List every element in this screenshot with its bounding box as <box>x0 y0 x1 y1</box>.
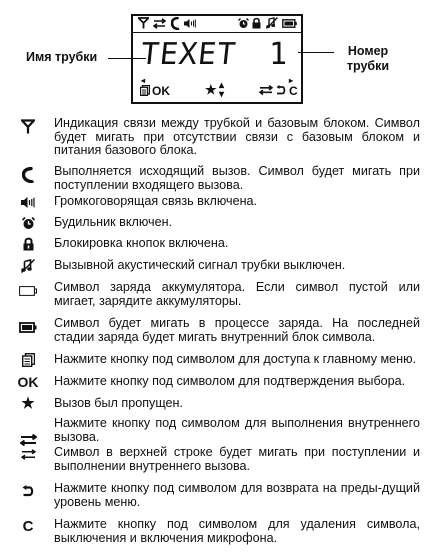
up-down-arrows-icon: ▴ ▾ <box>219 80 225 100</box>
speaker-icon <box>14 197 42 208</box>
legend-text: Нажмите кнопку под символом для удаления символа, выключения и включения микрофона. <box>54 517 420 545</box>
left-arrow-icon: ◂ <box>141 76 146 85</box>
handset-number-callout-line <box>298 52 334 53</box>
legend-text: Нажмите кнопку под символом для возврата на преды-дущий уровень меню. <box>54 481 420 509</box>
legend-text: Будильник включен. <box>54 215 173 229</box>
legend-text: Символ будет мигать в процессе заряда. На последней стадии заряда будет мигать внутренний блок символа. <box>54 316 420 344</box>
handset-display-diagram <box>131 14 303 104</box>
handset-number-text: 1 <box>268 37 287 72</box>
lock-icon <box>252 17 261 29</box>
legend-text: Нажмите кнопку под символом для выполнения внутреннего вызова. <box>54 416 420 444</box>
legend-text: Символ заряда аккумулятора. Если символ пустой или мигает, зарядите аккумуляторы. <box>54 280 420 308</box>
alarm-clock-icon <box>238 18 249 29</box>
legend-text: Блокировка кнопок включена. <box>54 236 229 250</box>
handset-name-callout-line <box>108 58 146 59</box>
intercom-icon <box>14 434 42 446</box>
star-icon: ★ <box>205 82 217 97</box>
intercom-small-icon <box>14 449 42 460</box>
menu-icon <box>140 85 150 96</box>
battery-full-icon <box>14 322 42 333</box>
alarm-clock-icon <box>14 217 42 230</box>
legend-text: Громкоговорящая связь включена. <box>54 194 258 208</box>
intercom-icon <box>259 85 273 95</box>
handset-icon <box>14 167 42 183</box>
antenna-icon <box>138 17 149 29</box>
back-icon <box>14 485 42 497</box>
legend-text: Индикация связи между трубкой и базовым блоком. Символ будет мигать при отсутствии связи с базовым блоком и питания базового блока. <box>54 116 420 158</box>
lock-icon <box>14 237 42 251</box>
handset-icon <box>171 17 180 30</box>
legend-text: Нажмите кнопку под символом для доступа к главному меню. <box>54 352 417 366</box>
legend-text: Вызов был пропущен. <box>54 396 184 410</box>
intercom-icon <box>153 18 166 29</box>
back-icon <box>276 85 286 95</box>
ringer-off-icon <box>266 17 278 29</box>
handset-name-callout: Имя трубки <box>26 50 98 64</box>
battery-full-icon <box>282 19 297 28</box>
ringer-off-icon <box>14 259 42 273</box>
display-softkey-bar <box>133 78 301 100</box>
legend-text: Выполняется исходящий вызов. Символ будет мигать при поступлении входящего вызова. <box>54 164 420 192</box>
display-status-bar <box>133 16 301 33</box>
legend-text: Вызывной акустический сигнал трубки выключен. <box>54 258 346 272</box>
speaker-icon <box>184 19 196 28</box>
handset-name-text: TEXET <box>139 37 238 72</box>
antenna-icon <box>14 119 42 134</box>
handset-number-callout: Номер трубки <box>346 44 390 73</box>
c-softkey-label: C <box>289 84 298 98</box>
clear-icon: C <box>22 518 34 535</box>
ok-softkey-label: OK <box>152 84 170 98</box>
legend-text: Символ в верхней строке будет мигать при поступлении и выполнении внутреннего вызова. <box>54 445 420 473</box>
star-icon: ★ <box>21 395 35 412</box>
legend-text: Нажмите кнопку под символом для подтверждения выбора. <box>54 374 406 388</box>
ok-icon: OK <box>17 374 39 390</box>
right-arrow-icon: ▸ <box>289 76 294 85</box>
battery-empty-icon <box>14 286 42 296</box>
menu-icon <box>14 353 42 367</box>
